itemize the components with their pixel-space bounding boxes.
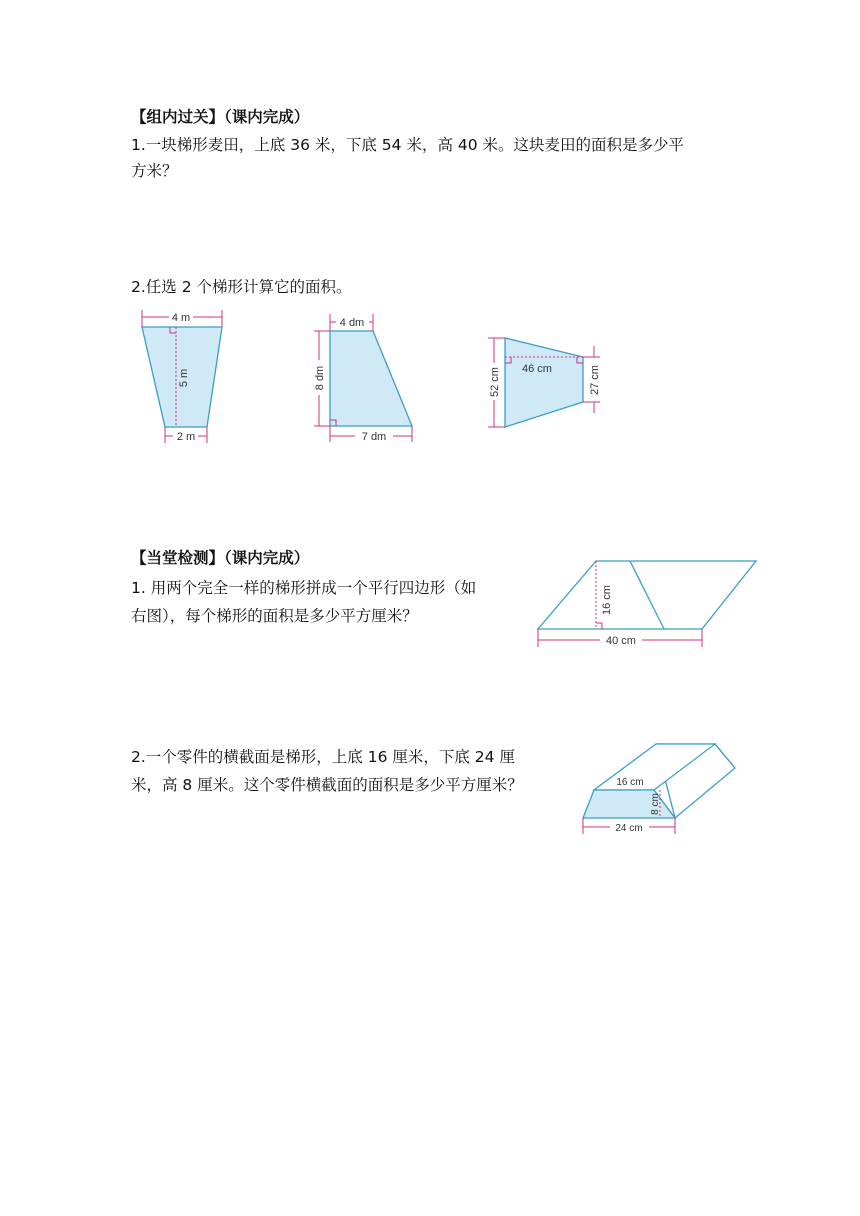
prism-top-label: 16 cm [616,777,644,788]
question-1-line-1: 1.一块梯形麦田，上底 36 米，下底 54 米，高 40 米。这块麦田的面积是多少平 [131,136,685,154]
prism-height-label: 8 cm [650,793,661,815]
check-question-1-line-1: 1. 用两个完全一样的梯形拼成一个平行四边形（如 [131,579,477,597]
check-question-2-line-1: 2.一个零件的横截面是梯形，上底 16 厘米，下底 24 厘 [131,748,515,766]
parallelogram-base-label: 40 cm [606,635,636,647]
figure-c-right-label: 27 cm [589,365,601,395]
prism-figure [578,738,740,840]
figure-a-height-label: 5 m [178,368,190,388]
figure-c-left-label: 52 cm [489,367,501,397]
section-heading-group: 【组内过关】（课内完成） [131,108,310,126]
figure-b-bottom-label: 7 dm [361,431,387,443]
figure-b-top-label: 4 dm [339,317,365,329]
question-1-line-2: 方米？ [131,162,178,180]
trapezoid-figure-b [305,305,425,450]
question-2: 2.任选 2 个梯形计算它的面积。 [131,278,352,296]
figure-a-top-label: 4 m [171,312,191,324]
parallelogram-figure [530,555,762,655]
trapezoid-figure-c [480,330,610,435]
check-question-2-line-2: 米，高 8 厘米。这个零件横截面的面积是多少平方厘米？ [131,776,523,794]
section-heading-check: 【当堂检测】（课内完成） [131,549,310,567]
figure-a-bottom-label: 2 m [176,431,196,443]
check-question-1-line-2: 右图），每个梯形的面积是多少平方厘米？ [131,607,418,625]
prism-bottom-label: 24 cm [615,823,643,834]
figure-b-height-label: 8 dm [314,365,326,391]
figure-c-inner-label: 46 cm [522,363,552,375]
parallelogram-height-label: 16 cm [601,585,613,615]
trapezoid-figure-a [135,305,235,450]
